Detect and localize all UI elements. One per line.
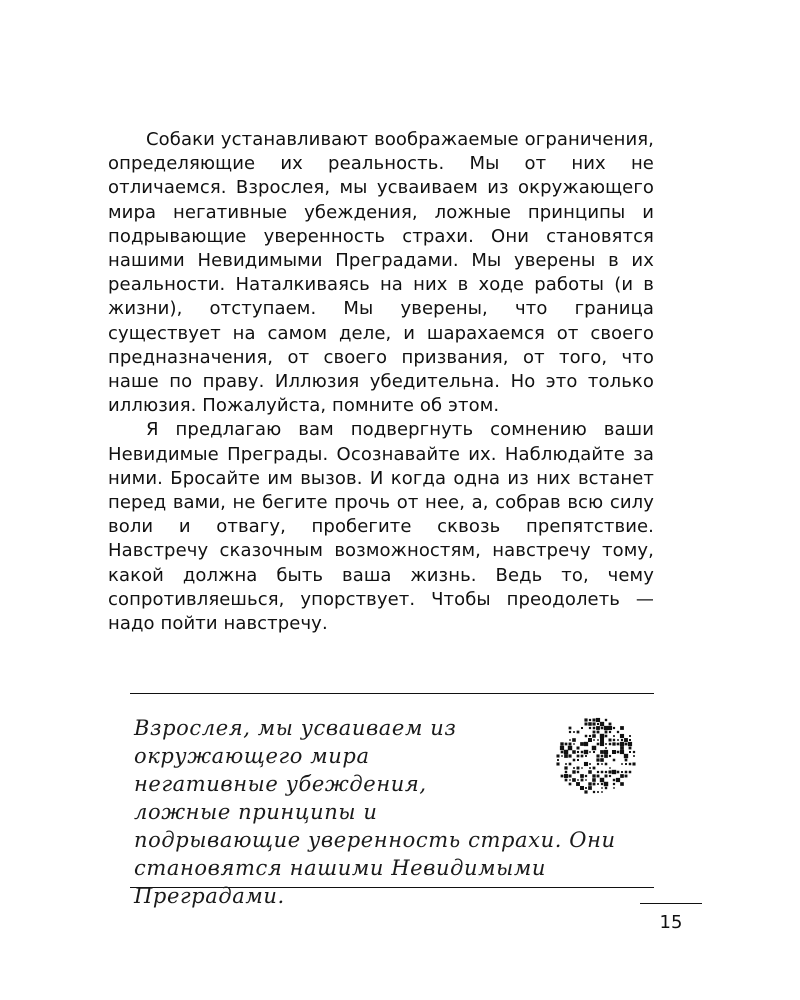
page-number: 15: [659, 912, 683, 933]
paragraph-1: Собаки устанавливают воображаемые ограничения, определяющие их реальность. Мы от них не отличаемся. Взрослея, мы усваиваем из окружающего мира негативные убеждения, ложные принципы и подрывающие уверенность страхи. Они становятся нашими Невидимыми Преградами. Мы уверены в их реальности. Наталкиваясь на них в ходе работы (и в жизни), отступаем. Мы уверены, что граница существует на самом деле, и шарахаемся от своего предназначения, от своего призвания, от того, что наше по праву. Иллюзия убедительна. Но это только иллюзия. Пожалуйста, помните об этом.: [108, 129, 654, 417]
halftone-ornament: [526, 714, 654, 826]
pull-quote: [134, 714, 654, 910]
main-text: [108, 128, 654, 636]
page-number-rule: [640, 903, 702, 904]
halftone-ornament-icon: [548, 714, 644, 798]
pull-quote-text: Взрослея, мы усваиваем из окружающего мира негативные убеждения, ложные принципы и подрывающие уверенность страхи. Они становятся нашими Невидимыми Преградами.: [134, 716, 616, 908]
pull-quote-box: [130, 693, 654, 908]
paragraph-2: Я предлагаю вам подвергнуть сомнению ваши Невидимые Преграды. Осознавайте их. Наблюдайте за ними. Бросайте им вызов. И когда одна из них встанет перед вами, не бегите прочь от нее, а, собрав всю силу воли и отвагу, пробегите сквозь препятствие. Навстречу сказочным возможностям, навстречу тому, какой должна быть ваша жизнь. Ведь то, чему сопротивляешься, упорствует. Чтобы преодолеть — надо пойти навстречу.: [108, 419, 654, 635]
